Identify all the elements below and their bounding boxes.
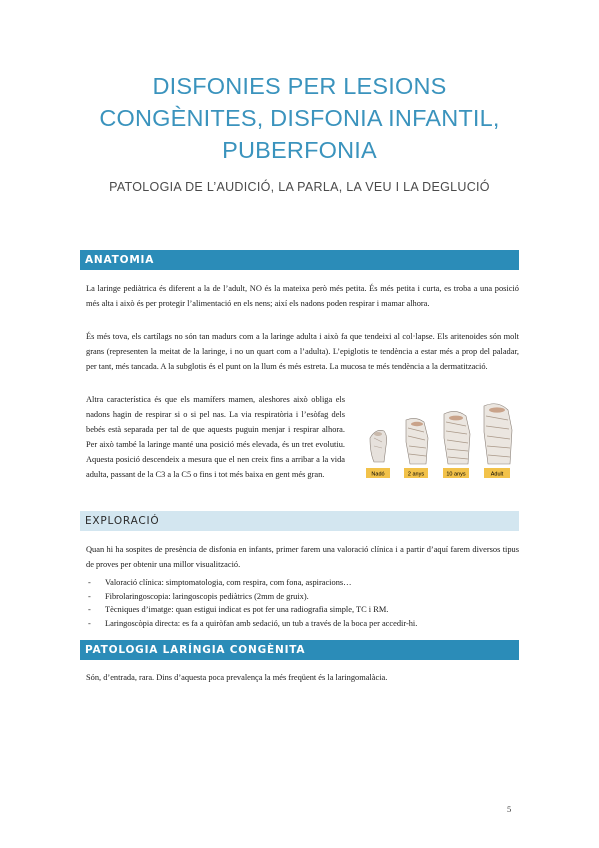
- figure-label-adult: Adult: [490, 471, 504, 478]
- list-item: - Laringoscòpia directa: es fa a quiròfan amb sedació, un tub a través de la boca per accedir-hi.: [86, 617, 519, 631]
- larynx-sketch-nado: [370, 430, 387, 462]
- list-item: - Tècniques d’imatge: quan estigui indicat es pot fer una radiografia simple, TC i RM.: [86, 603, 519, 617]
- anatomia-paragraph-1: La laringe pediàtrica és diferent a la de l’adult, NO és la mateixa però més petita. És més petita i curta, es troba a una posició més alta i això és per protegir l’alimentació en els nens; així els nadons poden respirar i mamar alhora.: [86, 284, 519, 308]
- larynx-sketch-adult: [484, 404, 512, 464]
- list-item: - Valoració clínica: simptomatologia, com respira, com fona, aspiracions…: [86, 576, 519, 590]
- larynx-sketch-2-anys: [406, 418, 428, 464]
- exploracio-list: [86, 576, 519, 630]
- larynx-sketch-10-anys: [444, 411, 470, 464]
- exploracio-paragraph-1: Quan hi ha sospites de presència de disfonia en infants, primer farem una valoració clínica i a partir d’aquí farem diversos tipus de proves per obtenir una millor visualització.: [86, 545, 519, 569]
- anatomia-paragraph-3: Altra característica és que els mamífers mamen, aleshores això obliga els nadons hagin de respirar si o si pel nas. La via respiratòria i l’esòfag dels bebés està separada per tal de que aquests puguin menjar i respirar alhora. Per això també la laringe manté una posició més elevada, és un tret evolutiu. Aquesta posició descendeix a mesura que el nen creix fins a arribar a la vida adulta, passant de la C3 a la C5 o fins i tot més baixa en gent més gran.: [86, 395, 345, 479]
- section-heading-anatomia: ANATOMIA: [80, 250, 519, 270]
- page-title: DISFONIES PER LESIONS CONGÈNITES, DISFONIA INFANTIL, PUBERFONIA: [99, 73, 500, 163]
- patologia-paragraph-1: Són, d’entrada, rara. Dins d’aquesta poca prevalença la més freqüent és la laringomalàcia.: [86, 673, 388, 682]
- figure-label-2-anys: 2 anys: [407, 471, 425, 478]
- section-heading-patologia: PATOLOGIA LARÍNGIA CONGÈNITA: [80, 640, 519, 660]
- page-subtitle: PATOLOGIA DE L’AUDICIÓ, LA PARLA, LA VEU I LA DEGLUCIÓ: [109, 180, 490, 194]
- larynx-development-figure: [362, 398, 518, 480]
- anatomia-paragraph-2: És més tova, els cartílags no són tan madurs com a la laringe adulta i això fa que tendeixi al col·lapse. Els aritenoides són molt grans (representen la meitat de la laringe, i no un quart com a l’adulta). L’epiglotis te tendència a estar més a prop del paladar, per tant, més tancada. A la subglotis és el punt on la llum és més estreta. La mucosa te més tendència a la dermatització.: [86, 332, 519, 371]
- figure-label-nado: Nadó: [371, 471, 385, 478]
- figure-label-10-anys: 10 anys: [446, 471, 466, 478]
- page-number: 5: [507, 804, 512, 814]
- section-heading-exploracio: EXPLORACIÓ: [80, 511, 519, 531]
- list-item: - Fibrolaringoscopia: laringoscopis pediàtrics (2mm de gruix).: [86, 590, 519, 604]
